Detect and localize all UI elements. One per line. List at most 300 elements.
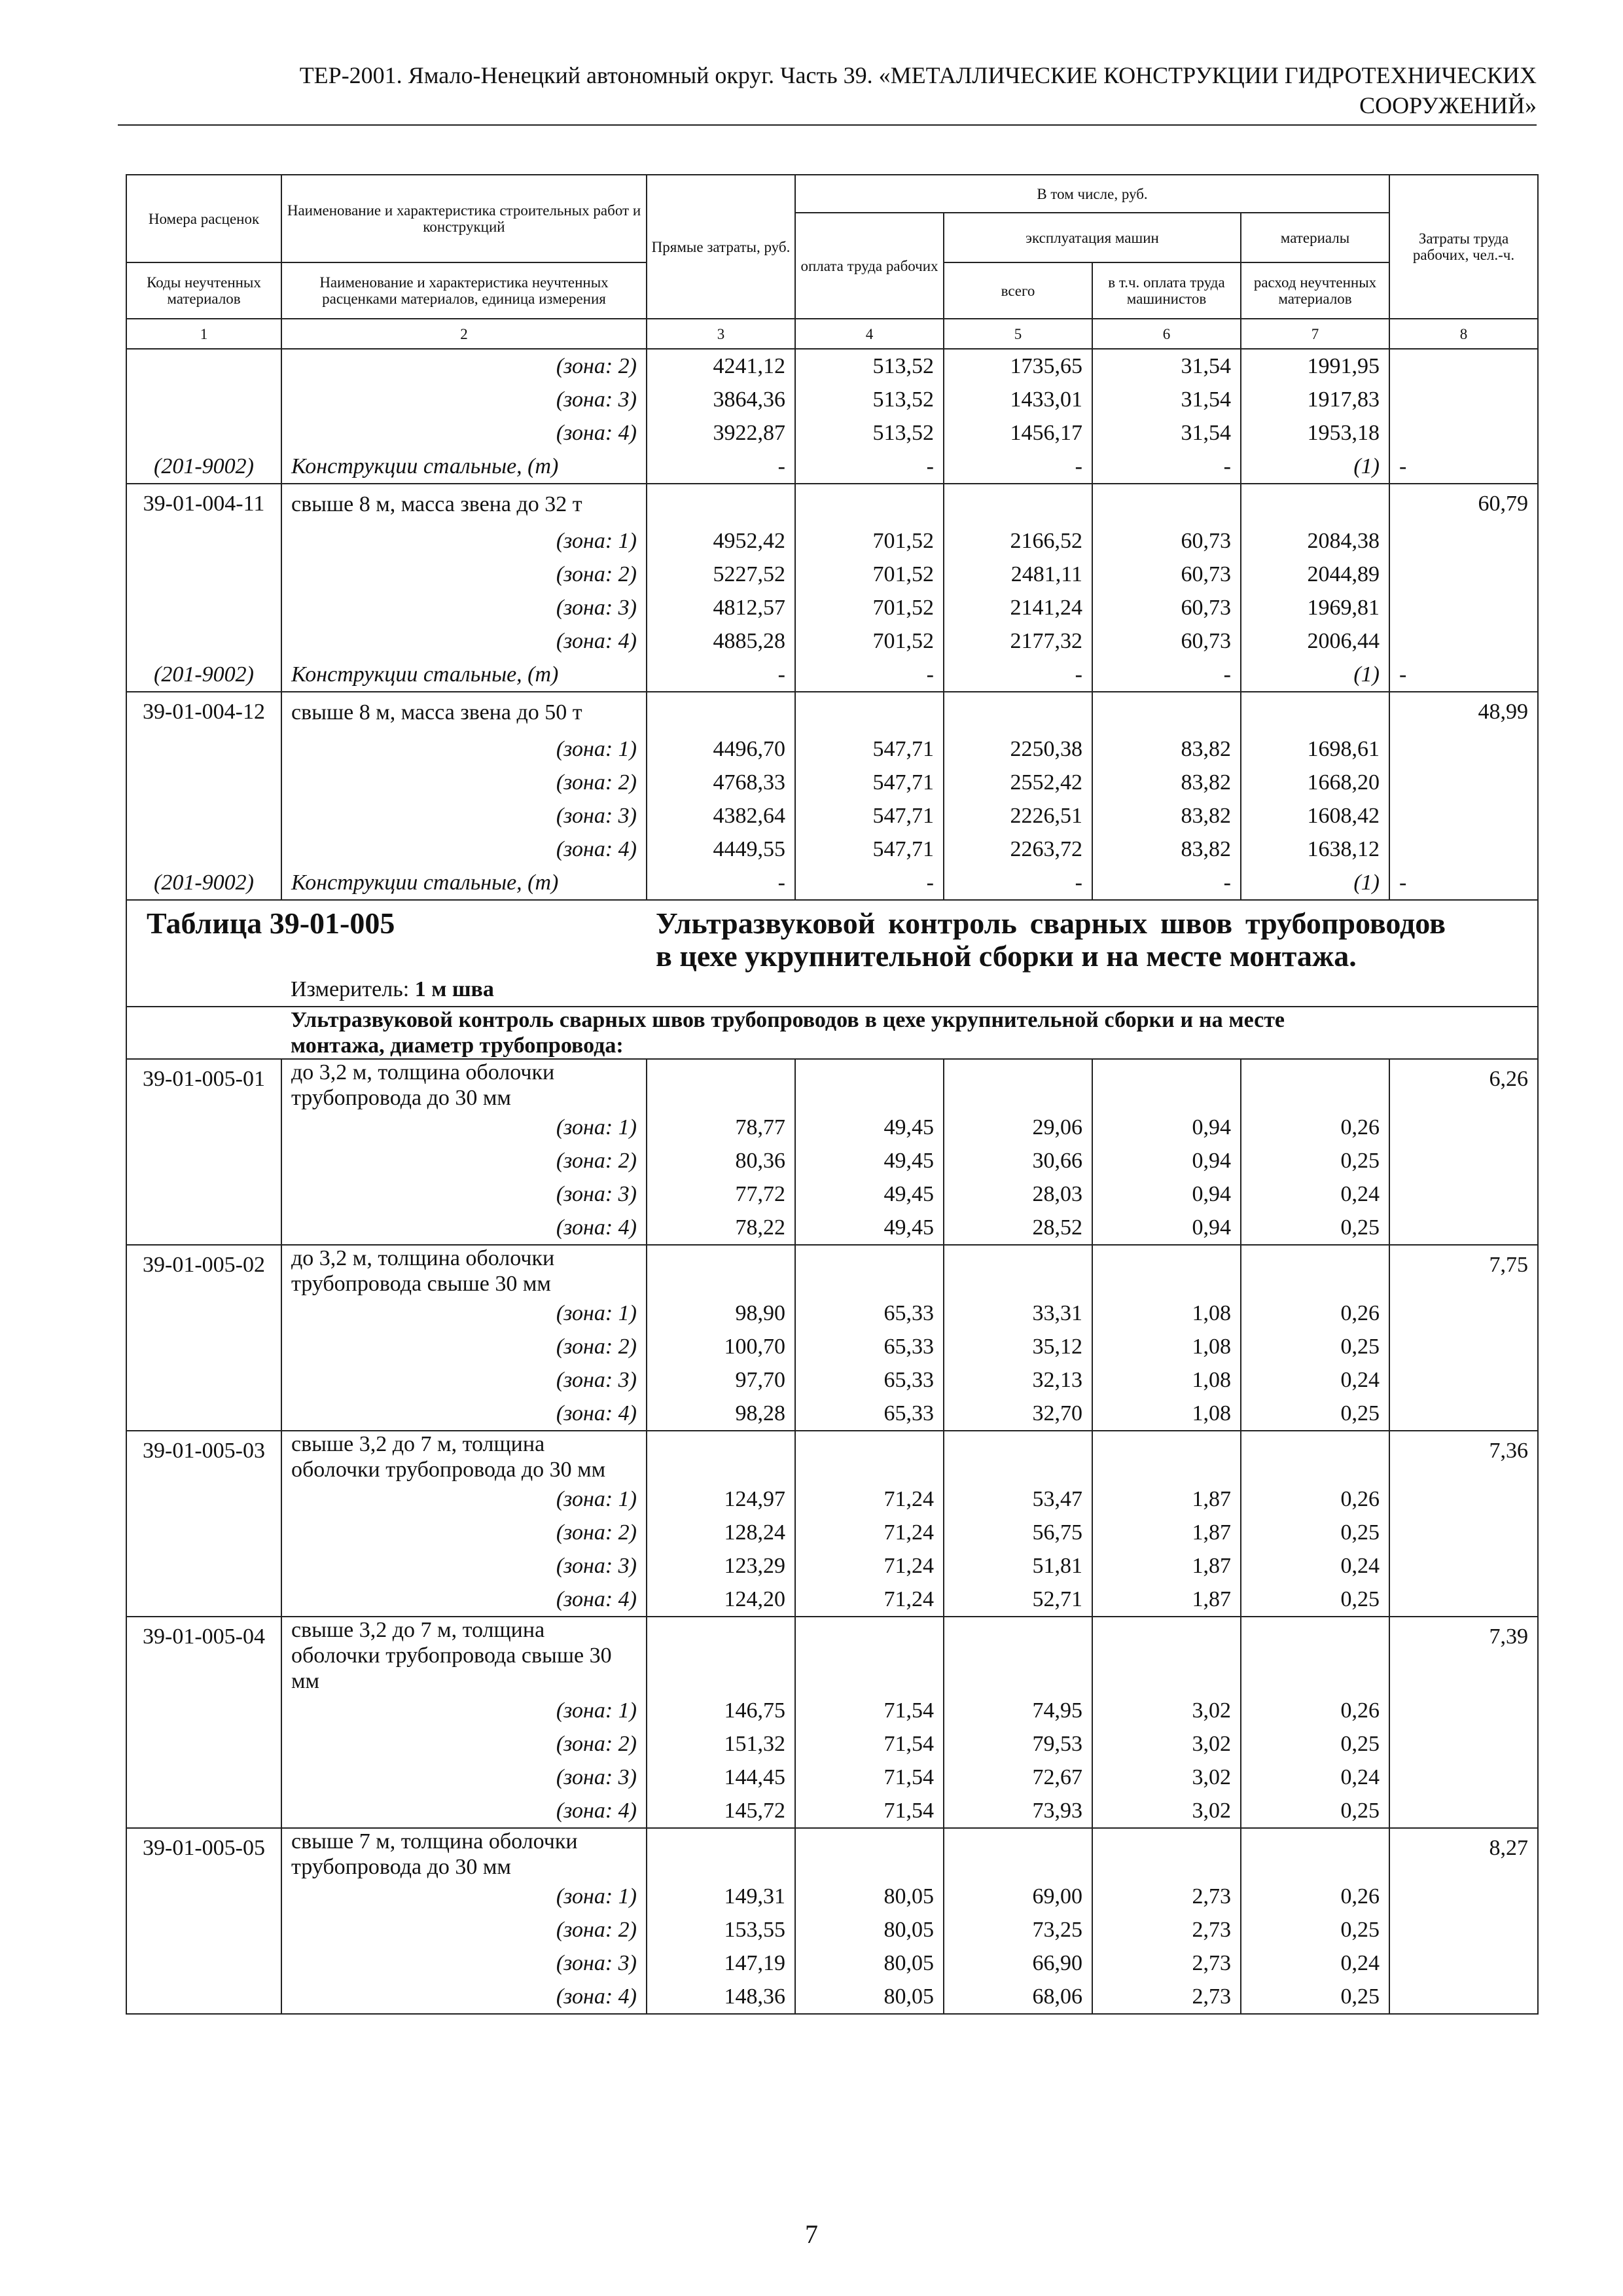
zone-label: (зона: 2) (281, 1913, 647, 1946)
code-cell (126, 1111, 281, 1144)
empty-cell (795, 1617, 944, 1694)
empty-cell (647, 1431, 795, 1482)
value-cell: 0,24 (1241, 1363, 1389, 1397)
labor-cell (1389, 1880, 1538, 1913)
code-cell (126, 1727, 281, 1761)
rate-code: 39-01-004-11 (126, 484, 281, 524)
empty-cell (795, 1245, 944, 1297)
value-cell: 2,73 (1092, 1980, 1241, 2014)
material-value: - (944, 866, 1092, 900)
value-cell: 4449,55 (647, 833, 795, 866)
value-cell: 53,47 (944, 1482, 1092, 1516)
table-title: Таблица 39-01-005 (126, 900, 647, 973)
value-cell: 145,72 (647, 1794, 795, 1828)
value-cell: 60,73 (1092, 624, 1241, 658)
zone-row (126, 833, 1538, 866)
meter-cell (281, 973, 1538, 1007)
value-cell: 701,52 (795, 558, 944, 591)
empty-cell (1092, 1617, 1241, 1694)
rate-labor: 48,99 (1389, 692, 1538, 732)
zone-row (126, 1946, 1538, 1980)
labor-cell (1389, 732, 1538, 766)
zone-label: (зона: 1) (281, 524, 647, 558)
empty-cell (944, 692, 1092, 732)
labor-cell (1389, 1583, 1538, 1617)
value-cell: 0,25 (1241, 1144, 1389, 1177)
empty-cell (795, 1431, 944, 1482)
labor-cell (1389, 1980, 1538, 2014)
section-title-row (126, 1007, 1538, 1059)
value-cell: 31,54 (1092, 350, 1241, 383)
value-cell: 547,71 (795, 833, 944, 866)
column-number-6: 6 (1092, 319, 1241, 349)
column-number-5: 5 (944, 319, 1092, 349)
value-cell: 71,24 (795, 1482, 944, 1516)
value-cell: 0,25 (1241, 1727, 1389, 1761)
labor-cell (1389, 524, 1538, 558)
value-cell: 2044,89 (1241, 558, 1389, 591)
rate-row (126, 1431, 1538, 1482)
meter-value: 1 м шва (414, 977, 494, 1001)
value-cell: 513,52 (795, 350, 944, 383)
zone-label: (зона: 1) (281, 732, 647, 766)
labor-cell (1389, 1694, 1538, 1727)
column-number-1: 1 (126, 319, 281, 349)
value-cell: 1735,65 (944, 350, 1092, 383)
value-cell: 1698,61 (1241, 732, 1389, 766)
empty-cell (647, 1617, 795, 1694)
labor-cell (1389, 1111, 1538, 1144)
value-cell: 0,24 (1241, 1549, 1389, 1583)
labor-cell (1389, 1482, 1538, 1516)
value-cell: 2,73 (1092, 1946, 1241, 1980)
value-cell: 66,90 (944, 1946, 1092, 1980)
rate-code: 39-01-004-12 (126, 692, 281, 732)
zone-row (126, 1980, 1538, 2014)
value-cell: 1668,20 (1241, 766, 1389, 799)
material-row (126, 658, 1538, 692)
value-cell: 0,24 (1241, 1946, 1389, 1980)
zone-label: (зона: 2) (281, 766, 647, 799)
header-pryamye-zatraty: Прямые затраты, руб. (647, 175, 795, 319)
rate-row (126, 1828, 1538, 1880)
value-cell: 1,08 (1092, 1297, 1241, 1330)
code-cell (126, 1177, 281, 1211)
rate-name: свыше 7 м, толщина оболочки трубопровода до 30 мм (281, 1828, 647, 1880)
zone-row (126, 383, 1538, 416)
zone-row (126, 1330, 1538, 1363)
table-title-row (126, 900, 1538, 973)
material-labor: - (1389, 658, 1538, 692)
empty-cell (795, 1828, 944, 1880)
empty-cell (1092, 692, 1241, 732)
value-cell: 78,77 (647, 1111, 795, 1144)
zone-row (126, 732, 1538, 766)
value-cell: 2263,72 (944, 833, 1092, 866)
value-cell: 72,67 (944, 1761, 1092, 1794)
code-cell (126, 1761, 281, 1794)
empty-cell (1092, 484, 1241, 524)
value-cell: 60,73 (1092, 524, 1241, 558)
labor-cell (1389, 1549, 1538, 1583)
value-cell: 71,24 (795, 1549, 944, 1583)
header-line-2: СООРУЖЕНИЙ» (1359, 92, 1537, 118)
value-cell: 52,71 (944, 1583, 1092, 1617)
material-name: Конструкции стальные, (т) (281, 450, 647, 484)
value-cell: 77,72 (647, 1177, 795, 1211)
value-cell: 1969,81 (1241, 591, 1389, 624)
rate-code: 39-01-005-02 (126, 1245, 281, 1297)
labor-cell (1389, 1794, 1538, 1828)
empty-cell (126, 973, 281, 1007)
zone-row (126, 799, 1538, 833)
value-cell: 701,52 (795, 591, 944, 624)
value-cell: 32,70 (944, 1397, 1092, 1431)
value-cell: 0,25 (1241, 1516, 1389, 1549)
value-cell: 2,73 (1092, 1913, 1241, 1946)
value-cell: 73,25 (944, 1913, 1092, 1946)
value-cell: 28,03 (944, 1177, 1092, 1211)
code-cell (126, 591, 281, 624)
rate-name: до 3,2 м, толщина оболочки трубопровода до 30 мм (281, 1059, 647, 1111)
labor-cell (1389, 833, 1538, 866)
material-value: (1) (1241, 658, 1389, 692)
labor-cell (1389, 1397, 1538, 1431)
value-cell: 3,02 (1092, 1761, 1241, 1794)
rates-table-container (126, 174, 1528, 2015)
value-cell: 80,05 (795, 1980, 944, 2014)
zone-row (126, 1211, 1538, 1245)
value-cell: 83,82 (1092, 732, 1241, 766)
value-cell: 2006,44 (1241, 624, 1389, 658)
value-cell: 1608,42 (1241, 799, 1389, 833)
value-cell: 2552,42 (944, 766, 1092, 799)
header-kody-materialov: Коды неучтенных материалов (126, 262, 281, 319)
zone-label: (зона: 1) (281, 1694, 647, 1727)
value-cell: 0,25 (1241, 1980, 1389, 2014)
header-nomera-rascenok: Номера расценок (126, 175, 281, 262)
zone-label: (зона: 2) (281, 1516, 647, 1549)
zone-label: (зона: 4) (281, 1397, 647, 1431)
empty-cell (944, 1059, 1092, 1111)
zone-label: (зона: 2) (281, 350, 647, 383)
zone-row (126, 1583, 1538, 1617)
value-cell: 0,94 (1092, 1111, 1241, 1144)
zone-label: (зона: 4) (281, 1211, 647, 1245)
labor-cell (1389, 799, 1538, 833)
value-cell: 2141,24 (944, 591, 1092, 624)
material-value: - (1092, 450, 1241, 484)
value-cell: 124,20 (647, 1583, 795, 1617)
code-cell (126, 524, 281, 558)
material-labor: - (1389, 450, 1538, 484)
value-cell: 148,36 (647, 1980, 795, 2014)
zone-label: (зона: 1) (281, 1111, 647, 1144)
value-cell: 3864,36 (647, 383, 795, 416)
rate-code: 39-01-005-04 (126, 1617, 281, 1694)
value-cell: 1953,18 (1241, 416, 1389, 450)
value-cell: 31,54 (1092, 416, 1241, 450)
header-rashod-materialov: расход неучтенных материалов (1241, 262, 1389, 319)
rate-name: свыше 3,2 до 7 м, толщина оболочки трубопровода свыше 30 мм (281, 1617, 647, 1694)
material-code: (201-9002) (126, 866, 281, 900)
empty-cell (944, 1617, 1092, 1694)
value-cell: 56,75 (944, 1516, 1092, 1549)
value-cell: 4952,42 (647, 524, 795, 558)
value-cell: 3,02 (1092, 1694, 1241, 1727)
column-number-3: 3 (647, 319, 795, 349)
value-cell: 74,95 (944, 1694, 1092, 1727)
value-cell: 71,54 (795, 1761, 944, 1794)
zone-label: (зона: 4) (281, 1980, 647, 2014)
code-cell (126, 766, 281, 799)
code-cell (126, 799, 281, 833)
labor-cell (1389, 1516, 1538, 1549)
value-cell: 49,45 (795, 1211, 944, 1245)
empty-cell (1241, 1431, 1389, 1482)
value-cell: 1991,95 (1241, 350, 1389, 383)
empty-cell (1092, 1431, 1241, 1482)
empty-cell (795, 692, 944, 732)
labor-cell (1389, 1330, 1538, 1363)
value-cell: 35,12 (944, 1330, 1092, 1363)
empty-cell (1092, 1828, 1241, 1880)
zone-label: (зона: 2) (281, 1144, 647, 1177)
zone-label: (зона: 1) (281, 1297, 647, 1330)
zone-row (126, 624, 1538, 658)
header-naimenovanie-rabot: Наименование и характеристика строительных работ и конструкций (281, 175, 647, 262)
value-cell: 0,26 (1241, 1880, 1389, 1913)
empty-cell (1241, 692, 1389, 732)
value-cell: 65,33 (795, 1397, 944, 1431)
value-cell: 68,06 (944, 1980, 1092, 2014)
code-cell (126, 624, 281, 658)
code-cell (126, 1397, 281, 1431)
value-cell: 0,25 (1241, 1913, 1389, 1946)
value-cell: 3922,87 (647, 416, 795, 450)
value-cell: 2,73 (1092, 1880, 1241, 1913)
value-cell: 83,82 (1092, 799, 1241, 833)
rate-row (126, 1059, 1538, 1111)
value-cell: 2226,51 (944, 799, 1092, 833)
value-cell: 71,24 (795, 1516, 944, 1549)
zone-row (126, 558, 1538, 591)
value-cell: 33,31 (944, 1297, 1092, 1330)
empty-cell (647, 1245, 795, 1297)
empty-cell (1241, 1245, 1389, 1297)
value-cell: 3,02 (1092, 1727, 1241, 1761)
empty-cell (1241, 1059, 1389, 1111)
zone-label: (зона: 4) (281, 1583, 647, 1617)
code-cell (126, 1913, 281, 1946)
value-cell: 0,26 (1241, 1694, 1389, 1727)
value-cell: 30,66 (944, 1144, 1092, 1177)
rate-code: 39-01-005-05 (126, 1828, 281, 1880)
value-cell: 513,52 (795, 383, 944, 416)
value-cell: 49,45 (795, 1111, 944, 1144)
zone-label: (зона: 4) (281, 624, 647, 658)
value-cell: 1,08 (1092, 1363, 1241, 1397)
value-cell: 80,05 (795, 1946, 944, 1980)
material-value: - (647, 866, 795, 900)
code-cell (126, 416, 281, 450)
labor-cell (1389, 416, 1538, 450)
empty-cell (944, 1431, 1092, 1482)
value-cell: 4241,12 (647, 350, 795, 383)
value-cell: 1,87 (1092, 1549, 1241, 1583)
empty-cell (1241, 1617, 1389, 1694)
zone-label: (зона: 1) (281, 1482, 647, 1516)
code-cell (126, 1946, 281, 1980)
value-cell: 60,73 (1092, 591, 1241, 624)
empty-cell (1241, 1828, 1389, 1880)
meter-label: Измеритель: (291, 977, 410, 1001)
value-cell: 79,53 (944, 1727, 1092, 1761)
material-value: - (647, 450, 795, 484)
zone-row (126, 1111, 1538, 1144)
value-cell: 83,82 (1092, 833, 1241, 866)
value-cell: 144,45 (647, 1761, 795, 1794)
value-cell: 80,05 (795, 1880, 944, 1913)
material-value: - (795, 866, 944, 900)
value-cell: 0,24 (1241, 1177, 1389, 1211)
value-cell: 701,52 (795, 624, 944, 658)
empty-cell (795, 484, 944, 524)
code-cell (126, 1880, 281, 1913)
value-cell: 100,70 (647, 1330, 795, 1363)
code-cell (126, 833, 281, 866)
table-caption: Ультразвуковой контроль сварных швов трубопроводов в цехе укрупнительной сборки и на месте монтажа. (647, 900, 1538, 973)
value-cell: 1917,83 (1241, 383, 1389, 416)
value-cell: 0,25 (1241, 1794, 1389, 1828)
value-cell: 128,24 (647, 1516, 795, 1549)
zone-row (126, 766, 1538, 799)
code-cell (126, 732, 281, 766)
empty-cell (647, 484, 795, 524)
value-cell: 69,00 (944, 1880, 1092, 1913)
header-oplata-truda: оплата труда рабочих (795, 213, 944, 319)
value-cell: 4812,57 (647, 591, 795, 624)
code-cell (126, 1583, 281, 1617)
value-cell: 547,71 (795, 799, 944, 833)
zone-row (126, 1397, 1538, 1431)
code-cell (126, 558, 281, 591)
material-row (126, 450, 1538, 484)
zone-label: (зона: 2) (281, 1330, 647, 1363)
meter-row (126, 973, 1538, 1007)
rate-name: свыше 8 м, масса звена до 50 т (281, 692, 647, 732)
code-cell (126, 1211, 281, 1245)
column-number-4: 4 (795, 319, 944, 349)
code-cell (126, 1482, 281, 1516)
code-cell (126, 1694, 281, 1727)
column-number-2: 2 (281, 319, 647, 349)
value-cell: 1,87 (1092, 1516, 1241, 1549)
value-cell: 153,55 (647, 1913, 795, 1946)
zone-row (126, 1144, 1538, 1177)
value-cell: 4768,33 (647, 766, 795, 799)
code-cell (126, 1144, 281, 1177)
value-cell: 28,52 (944, 1211, 1092, 1245)
value-cell: 3,02 (1092, 1794, 1241, 1828)
column-number-8: 8 (1389, 319, 1538, 349)
value-cell: 1,08 (1092, 1397, 1241, 1431)
zone-row (126, 1482, 1538, 1516)
value-cell: 0,25 (1241, 1583, 1389, 1617)
zone-label: (зона: 4) (281, 1794, 647, 1828)
empty-cell (795, 1059, 944, 1111)
empty-cell (944, 484, 1092, 524)
rate-labor: 8,27 (1389, 1828, 1538, 1880)
material-value: - (1092, 866, 1241, 900)
value-cell: 1,87 (1092, 1482, 1241, 1516)
section-title: Ультразвуковой контроль сварных швов трубопроводов в цехе укрупнительной сборки и на месте монтажа, диаметр трубопровода: (281, 1007, 1389, 1059)
value-cell: 83,82 (1092, 766, 1241, 799)
value-cell: 2166,52 (944, 524, 1092, 558)
value-cell: 0,26 (1241, 1297, 1389, 1330)
material-value: - (1092, 658, 1241, 692)
value-cell: 49,45 (795, 1144, 944, 1177)
zone-row (126, 1177, 1538, 1211)
labor-cell (1389, 1913, 1538, 1946)
value-cell: 51,81 (944, 1549, 1092, 1583)
value-cell: 65,33 (795, 1363, 944, 1397)
rate-labor: 7,36 (1389, 1431, 1538, 1482)
header-vsego: всего (944, 262, 1092, 319)
value-cell: 4496,70 (647, 732, 795, 766)
value-cell: 60,73 (1092, 558, 1241, 591)
zone-row (126, 1694, 1538, 1727)
zone-label: (зона: 4) (281, 416, 647, 450)
zone-label: (зона: 3) (281, 1363, 647, 1397)
material-value: (1) (1241, 866, 1389, 900)
value-cell: 71,54 (795, 1694, 944, 1727)
labor-cell (1389, 1297, 1538, 1330)
material-labor: - (1389, 866, 1538, 900)
value-cell: 146,75 (647, 1694, 795, 1727)
zone-row (126, 416, 1538, 450)
rate-labor: 7,75 (1389, 1245, 1538, 1297)
value-cell: 0,94 (1092, 1144, 1241, 1177)
value-cell: 123,29 (647, 1549, 795, 1583)
material-value: - (944, 658, 1092, 692)
material-row (126, 866, 1538, 900)
header-divider (118, 124, 1537, 126)
zone-row (126, 1727, 1538, 1761)
value-cell: 78,22 (647, 1211, 795, 1245)
labor-cell (1389, 1211, 1538, 1245)
value-cell: 149,31 (647, 1880, 795, 1913)
value-cell: 32,13 (944, 1363, 1092, 1397)
zone-row (126, 1913, 1538, 1946)
value-cell: 147,19 (647, 1946, 795, 1980)
header-naimenovanie-materialov: Наименование и характеристика неучтенных расценками материалов, единица измерения (281, 262, 647, 319)
value-cell: 98,28 (647, 1397, 795, 1431)
rate-name: свыше 3,2 до 7 м, толщина оболочки трубопровода до 30 мм (281, 1431, 647, 1482)
zone-label: (зона: 1) (281, 1880, 647, 1913)
labor-cell (1389, 766, 1538, 799)
value-cell: 1456,17 (944, 416, 1092, 450)
value-cell: 65,33 (795, 1330, 944, 1363)
value-cell: 2481,11 (944, 558, 1092, 591)
zone-row (126, 1516, 1538, 1549)
material-code: (201-9002) (126, 658, 281, 692)
value-cell: 31,54 (1092, 383, 1241, 416)
value-cell: 547,71 (795, 732, 944, 766)
value-cell: 4382,64 (647, 799, 795, 833)
labor-cell (1389, 624, 1538, 658)
value-cell: 49,45 (795, 1177, 944, 1211)
